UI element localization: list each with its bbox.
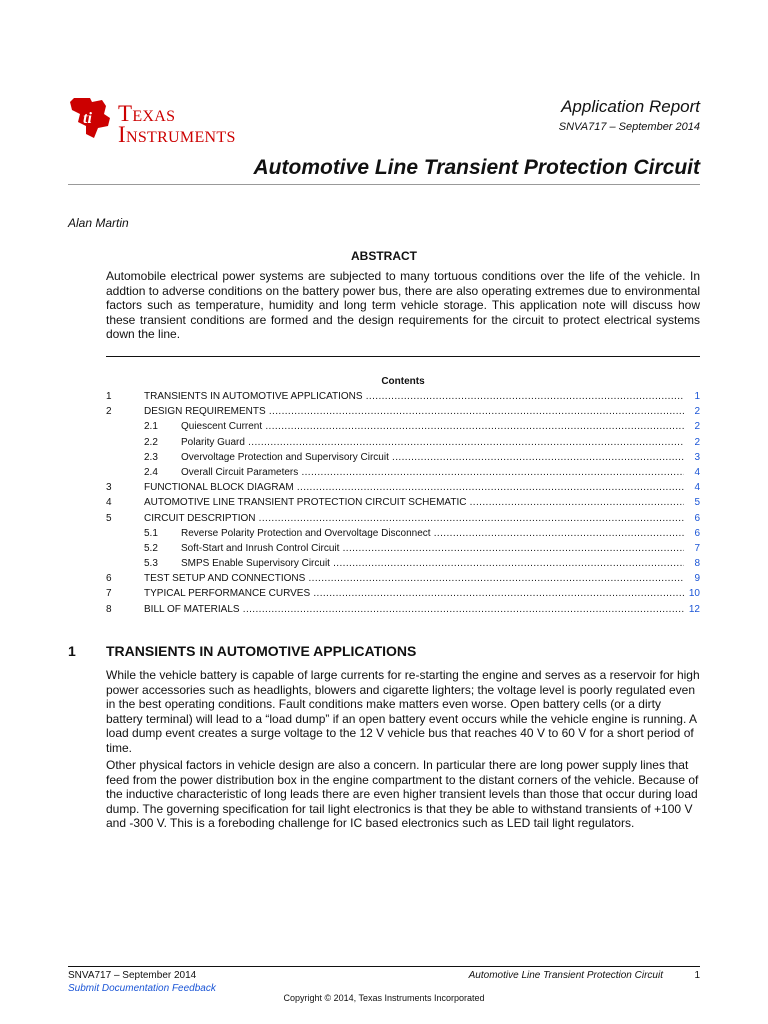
toc-entry-number: 6 [106, 573, 112, 585]
toc-entry-title[interactable]: Soft-Start and Inrush Control Circuit ..... [181, 541, 684, 556]
toc-entry-number: 5 [106, 512, 112, 524]
toc-entry-number: 8 [106, 603, 112, 615]
toc-entry-number: 7 [106, 588, 112, 600]
logo-line-1: Texas [118, 101, 176, 126]
table-of-contents [106, 389, 700, 617]
toc-entry[interactable] [106, 526, 700, 541]
toc-entry-title[interactable]: AUTOMOTIVE LINE TRANSIENT PROTECTION CIRCUIT SCHEMATIC ..... [144, 495, 684, 510]
section-title: TRANSIENTS IN AUTOMOTIVE APPLICATIONS [106, 643, 417, 659]
toc-entry-title[interactable]: SMPS Enable Supervisory Circuit ..... [181, 556, 684, 571]
document-title: Automotive Line Transient Protection Circuit [253, 156, 700, 179]
toc-entry-title[interactable]: TRANSIENTS IN AUTOMOTIVE APPLICATIONS ..... [144, 389, 684, 404]
toc-entry-page-link[interactable]: 8 [694, 558, 700, 570]
toc-entry[interactable] [106, 511, 700, 526]
toc-entry-number: 2.1 [144, 421, 158, 433]
toc-entry-page-link[interactable]: 2 [694, 421, 700, 433]
footer-page-number: 1 [694, 970, 700, 981]
toc-entry-page-link[interactable]: 10 [688, 588, 700, 600]
feedback-link[interactable]: Submit Documentation Feedback [68, 983, 216, 994]
toc-entry-number: 2.2 [144, 436, 158, 448]
toc-entry[interactable] [106, 571, 700, 586]
toc-entry-page-link[interactable]: 9 [694, 573, 700, 585]
toc-entry-title[interactable]: Overvoltage Protection and Supervisory Circuit ..... [181, 450, 684, 465]
toc-entry[interactable] [106, 465, 700, 480]
toc-entry-number: 2 [106, 406, 112, 418]
toc-entry-number: 2.3 [144, 451, 158, 463]
abstract-heading: ABSTRACT [351, 249, 417, 263]
toc-entry-title[interactable]: BILL OF MATERIALS ..... [144, 602, 684, 617]
abstract-divider [106, 356, 700, 357]
toc-entry-number: 5.2 [144, 542, 158, 554]
footer-divider [68, 966, 700, 967]
toc-entry-title[interactable]: TEST SETUP AND CONNECTIONS ..... [144, 571, 684, 586]
abstract-text: Automobile electrical power systems are subjected to many tortuous conditions over the life of the vehicle. In addtion to adverse conditions on the battery power bus, there are also operating extremes due to environmental factors such as temperature, humidity and long term vehicle storage. This application note will discuss how these transient conditions are formed and the design requirements for the circuit to protect electrical systems down the line. [106, 269, 700, 342]
author: Alan Martin [68, 216, 129, 230]
ti-logo [68, 96, 268, 148]
title-divider [68, 184, 700, 185]
toc-entry[interactable] [106, 480, 700, 495]
toc-entry-title[interactable]: FUNCTIONAL BLOCK DIAGRAM ..... [144, 480, 684, 495]
toc-entry-number: 5.1 [144, 527, 158, 539]
toc-entry-page-link[interactable]: 7 [694, 542, 700, 554]
toc-entry-page-link[interactable]: 2 [694, 436, 700, 448]
toc-entry[interactable] [106, 602, 700, 617]
toc-entry-number: 3 [106, 482, 112, 494]
footer-doc-number: SNVA717 – September 2014 [68, 970, 197, 981]
toc-entry-title[interactable]: Reverse Polarity Protection and Overvoltage Disconnect ..... [181, 526, 684, 541]
copyright: Copyright © 2014, Texas Instruments Incorporated [283, 993, 485, 1003]
contents-heading: Contents [381, 376, 425, 387]
toc-entry-page-link[interactable]: 6 [694, 512, 700, 524]
report-type: Application Report [561, 97, 700, 116]
toc-entry-title[interactable]: DESIGN REQUIREMENTS ..... [144, 404, 684, 419]
toc-entry-page-link[interactable]: 1 [694, 391, 700, 402]
toc-entry[interactable] [106, 450, 700, 465]
ti-state-icon [68, 96, 114, 140]
toc-entry[interactable] [106, 389, 700, 404]
toc-entry-title[interactable]: CIRCUIT DESCRIPTION ..... [144, 511, 684, 526]
toc-entry-page-link[interactable]: 12 [688, 603, 700, 615]
toc-entry[interactable] [106, 556, 700, 571]
toc-entry-page-link[interactable]: 3 [694, 451, 700, 463]
toc-entry-title[interactable]: Polarity Guard ..... [181, 435, 684, 450]
svg-text:ti: ti [83, 110, 92, 127]
toc-entry[interactable] [106, 435, 700, 450]
toc-entry[interactable] [106, 419, 700, 434]
toc-entry[interactable] [106, 404, 700, 419]
toc-entry-page-link[interactable]: 5 [694, 497, 700, 509]
toc-entry[interactable] [106, 586, 700, 601]
toc-entry-number: 5.3 [144, 558, 158, 570]
toc-entry-page-link[interactable]: 6 [694, 527, 700, 539]
toc-entry[interactable] [106, 495, 700, 510]
toc-entry-number: 1 [106, 391, 112, 402]
toc-entry-number: 4 [106, 497, 112, 509]
toc-entry-number: 2.4 [144, 466, 158, 478]
toc-entry-page-link[interactable]: 4 [694, 482, 700, 494]
footer-doc-title: Automotive Line Transient Protection Circuit [468, 970, 663, 981]
section-paragraph-1: While the vehicle battery is capable of large currents for re-starting the engine and serves as a reservoir for high power accessories such as headlights, blowers and cigarette lighters; the voltage level is poorly regulated even in the best operating conditions. Fault conditions make matters even worse. Open battery cells (or a dirty battery terminal) will lead to a “load dump” if an open battery event occurs while the vehicle engine is running. A load dump event creates a surge voltage to the 12 V vehicle bus that reaches 40 V to 60 V for a short period of time. [106, 668, 700, 755]
toc-entry-page-link[interactable]: 2 [694, 406, 700, 418]
toc-entry-title[interactable]: Quiescent Current ..... [181, 419, 684, 434]
section-number: 1 [68, 643, 76, 659]
toc-entry-title[interactable]: TYPICAL PERFORMANCE CURVES ..... [144, 586, 684, 601]
logo-line-2: Instruments [118, 122, 236, 147]
toc-entry-title[interactable]: Overall Circuit Parameters ..... [181, 465, 684, 480]
toc-entry[interactable] [106, 541, 700, 556]
toc-entry-page-link[interactable]: 4 [694, 466, 700, 478]
doc-number: SNVA717 – September 2014 [558, 121, 700, 133]
section-paragraph-2: Other physical factors in vehicle design are also a concern. In particular there are long power supply lines that feed from the power distribution box in the engine compartment to the distant corners of the vehicle. Because of the inductive characteristic of long leads there are even higher transient levels than those that occur during load dump. The governing specification for tail light electronics is that they be able to withstand transients of +100 V and -300 V. This is a foreboding challenge for IC based electronics such as LED tail light regulators. [106, 758, 699, 831]
